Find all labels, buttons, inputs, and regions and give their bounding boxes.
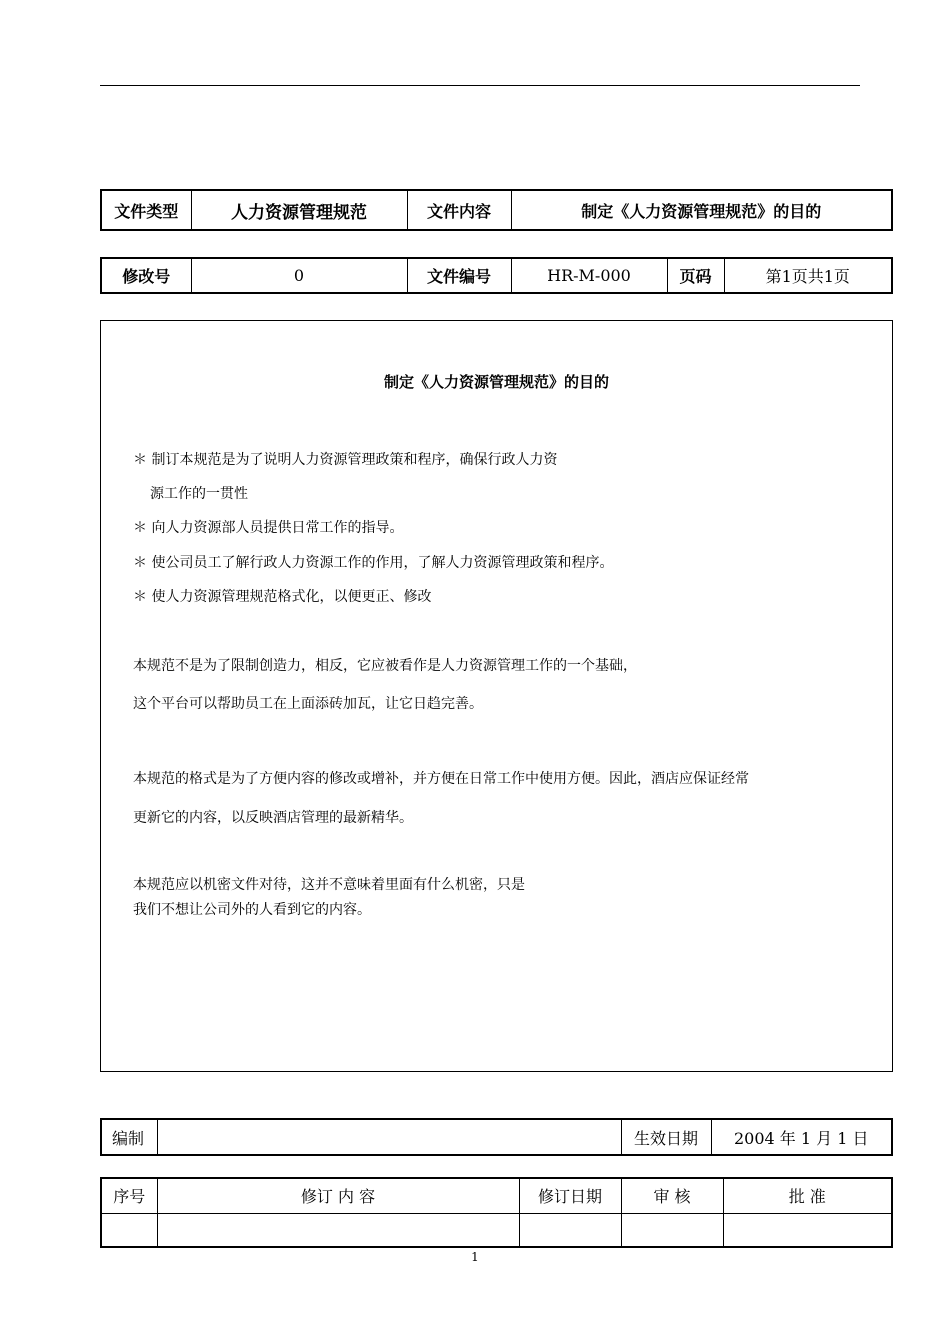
paragraph-line: 本规范不是为了限制创造力，相反，它应被看作是人力资源管理工作的一个基础，	[133, 658, 637, 674]
document-meta-table	[100, 257, 893, 294]
value-page: 第1页共1页	[724, 258, 892, 293]
table-cell	[621, 1213, 723, 1247]
document-info-table	[100, 189, 893, 231]
bullet-line: ＊ 使公司员工了解行政人力资源工作的作用，了解人力资源管理政策和程序。	[133, 555, 614, 571]
col-header-approve: 批 准	[723, 1178, 892, 1213]
label-doc-content: 文件内容	[407, 190, 511, 230]
revision-history-table	[100, 1177, 893, 1248]
value-doc-type: 人力资源管理规范	[191, 190, 407, 230]
page-number: 1	[471, 1250, 479, 1264]
content-title: 制定《人力资源管理规范》的目的	[383, 373, 609, 391]
value-effective-date: 2004 年 1 月 1 日	[711, 1119, 892, 1155]
paragraph-line: 本规范的格式是为了方便内容的修改或增补，并方便在日常工作中使用方便。因此，酒店应保证经常	[133, 771, 749, 787]
bullet-line: ＊ 使人力资源管理规范格式化，以便更正、修改	[133, 589, 432, 605]
header-rule	[100, 85, 860, 86]
label-effective-date: 生效日期	[621, 1119, 711, 1155]
col-header-review: 审 核	[621, 1178, 723, 1213]
label-doc-type: 文件类型	[101, 190, 191, 230]
col-header-no: 序号	[101, 1178, 157, 1213]
bullet-line: ＊ 制订本规范是为了说明人力资源管理政策和程序，确保行政人力资	[133, 452, 558, 468]
paragraph-line: 这个平台可以帮助员工在上面添砖加瓦，让它日趋完善。	[133, 696, 483, 712]
bullet-continuation: 源工作的一贯性	[150, 486, 248, 502]
table-cell	[101, 1213, 157, 1247]
table-cell	[723, 1213, 892, 1247]
label-prepared-by: 编制	[101, 1119, 157, 1155]
value-prepared-by	[157, 1119, 621, 1155]
col-header-revision-date: 修订日期	[519, 1178, 621, 1213]
paragraph-line: 更新它的内容，以反映酒店管理的最新精华。	[133, 810, 413, 826]
label-doc-number: 文件编号	[407, 258, 511, 293]
content-box	[100, 320, 893, 1072]
value-doc-number: HR-M-000	[511, 258, 667, 293]
value-doc-content: 制定《人力资源管理规范》的目的	[511, 190, 892, 230]
label-page: 页码	[667, 258, 724, 293]
table-cell	[157, 1213, 519, 1247]
paragraph-line: 本规范应以机密文件对待，这并不意味着里面有什么机密，只是	[133, 877, 525, 893]
table-cell	[519, 1213, 621, 1247]
paragraph-line: 我们不想让公司外的人看到它的内容。	[133, 902, 371, 918]
col-header-revision-content: 修订 内 容	[157, 1178, 519, 1213]
value-revision: 0	[191, 258, 407, 293]
label-revision: 修改号	[101, 258, 191, 293]
bullet-line: ＊ 向人力资源部人员提供日常工作的指导。	[133, 520, 404, 536]
approval-table	[100, 1118, 893, 1156]
